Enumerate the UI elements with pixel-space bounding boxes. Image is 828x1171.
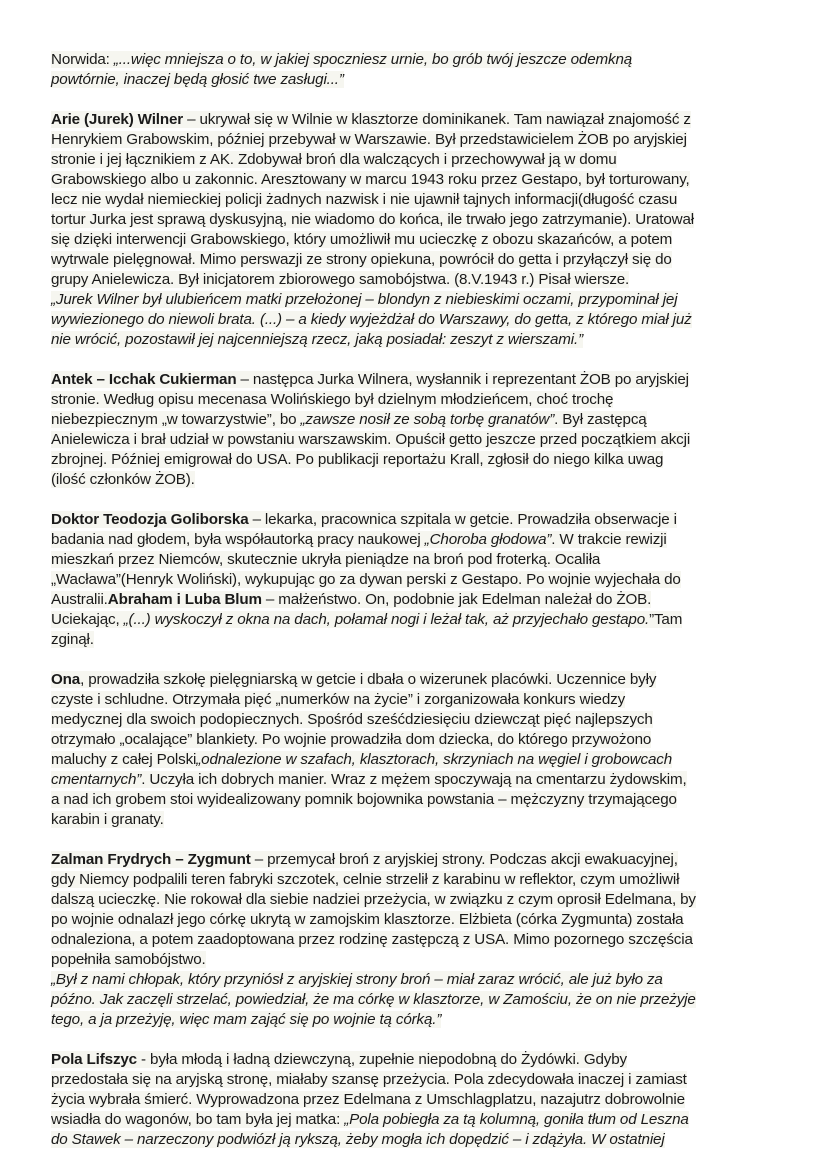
body-text: stronie. Według opisu mecenasa Wolińskiego był dzielnym młodzieńcem, choć trochę bbox=[51, 391, 614, 408]
text-line bbox=[51, 730, 788, 750]
text-line bbox=[51, 970, 788, 990]
body-text: . Uczyła ich dobrych manier. Wraz z mężem spoczywają na cmentarzu żydowskim, bbox=[141, 771, 687, 788]
body-text: Anielewicza i brał udział w powstaniu warszawskim. Opuścił getto jeszcze przed początkiem akcji bbox=[51, 431, 691, 448]
body-text: dalszą ucieczkę. Nie rokował dla siebie nadziei przeżycia, w związku z czym oprosił Edelmana, by bbox=[51, 891, 696, 908]
text-line bbox=[51, 1090, 788, 1110]
text-line bbox=[51, 330, 788, 350]
line-highlight bbox=[51, 411, 647, 428]
body-text: Australii. bbox=[51, 591, 108, 608]
body-text: gdy Niemcy podpalili teren fabryki szczotek, celnie strzelił z karabinu w reflektor, czym umożliwił bbox=[51, 871, 680, 888]
line-highlight bbox=[51, 811, 164, 828]
body-text: czyste i schludne. Otrzymała pięć „numerków na życie” i zorganizowała konkurs wiedzy bbox=[51, 691, 626, 708]
line-highlight bbox=[51, 711, 653, 728]
line-highlight bbox=[51, 971, 663, 988]
person-name: Doktor Teodozja Goliborska bbox=[51, 511, 249, 528]
body-text: zginął. bbox=[51, 631, 94, 648]
text-line bbox=[51, 310, 788, 330]
body-text: przedostała się na aryjską stronę, miałaby szansę przeżycia. Pola zdecydowała inaczej i zamiast bbox=[51, 1071, 687, 1088]
quote-text: „odnalezione w szafach, klasztorach, skrzyniach na węgiel i grobowcach bbox=[196, 751, 673, 768]
body-text: badania nad głodem, była współautorką pracy naukowej bbox=[51, 531, 425, 548]
line-highlight bbox=[51, 171, 690, 188]
quote-text: „zawsze nosił ze sobą torbę granatów” bbox=[300, 411, 555, 428]
text-line bbox=[51, 890, 788, 910]
body-text: stronie i jej łącznikiem z AK. Zdobywał broń dla walczących i przechowywał ją w domu bbox=[51, 151, 617, 168]
body-text: zbrojnej. Później emigrował do USA. Po publikacji reportażu Krall, zgłosił do niego kilka uwag bbox=[51, 451, 664, 468]
text-line bbox=[51, 710, 788, 730]
line-highlight bbox=[51, 1011, 441, 1028]
paragraph-goliborska-blum bbox=[51, 510, 788, 650]
body-text: Uciekając, bbox=[51, 611, 124, 628]
line-highlight bbox=[51, 1111, 689, 1128]
line-highlight bbox=[51, 51, 632, 68]
body-text: - była młodą i ładną dziewczyną, zupełnie niepodobną do Żydówki. Gdyby bbox=[136, 1051, 627, 1068]
text-line bbox=[51, 250, 788, 270]
text-line bbox=[51, 810, 788, 830]
body-text: ”Tam bbox=[649, 611, 683, 628]
line-highlight bbox=[51, 331, 583, 348]
text-line bbox=[51, 870, 788, 890]
text-line bbox=[51, 990, 788, 1010]
line-highlight bbox=[51, 911, 683, 928]
body-text: , prowadziła szkołę pielęgniarską w getcie i dbała o wizerunek placówki. Uczennice były bbox=[80, 671, 657, 688]
text-line bbox=[51, 1070, 788, 1090]
line-highlight bbox=[51, 931, 693, 948]
text-line bbox=[51, 530, 788, 550]
text-line bbox=[51, 1110, 788, 1130]
text-line bbox=[51, 290, 788, 310]
quote-text: „...więc mniejsza o to, w jakiej spoczniesz urnie, bo grób twój jeszcze odemkną bbox=[113, 51, 633, 68]
line-highlight bbox=[51, 151, 617, 168]
text-line bbox=[51, 510, 788, 530]
line-highlight bbox=[51, 571, 681, 588]
body-text: mieszkań przez Niemców, skutecznie ukryła pieniądze na broń pod froterką. Ocaliła bbox=[51, 551, 601, 568]
quote-text: cmentarnych” bbox=[51, 771, 142, 788]
line-highlight bbox=[51, 271, 629, 288]
person-name: Zalman Frydrych – Zygmunt bbox=[51, 851, 251, 868]
quote-text: późno. Jak zaczęli strzelać, powiedział, że ma córkę w klasztorze, w Zamościu, że on nie przeżyje bbox=[51, 991, 696, 1008]
line-highlight bbox=[51, 1051, 627, 1068]
person-name: Antek – Icchak Cukierman bbox=[51, 371, 237, 388]
body-text: (ilość członków ŻOB). bbox=[51, 471, 195, 488]
quote-text: nie wrócić, pozostawił jej najcenniejszą rzecz, jaką posiadał: zeszyt z wierszami.” bbox=[51, 331, 583, 348]
line-highlight bbox=[51, 631, 94, 648]
line-highlight bbox=[51, 771, 687, 788]
quote-text: „Choroba głodowa” bbox=[424, 531, 552, 548]
line-highlight bbox=[51, 511, 677, 528]
line-highlight bbox=[51, 691, 625, 708]
text-line bbox=[51, 1050, 788, 1070]
text-line bbox=[51, 430, 788, 450]
paragraph-arie-wilner bbox=[51, 110, 788, 350]
body-text: Grabowskiego albo u zakonnic. Aresztowany w marcu 1943 roku przez Gestapo, był torturowany, bbox=[51, 171, 690, 188]
paragraph-zalman-frydrych bbox=[51, 850, 788, 1030]
quote-text: wywiezionego do niewoli brata. (...) – a kiedy wyjeżdżał do Warszawy, do getta, z którego miał już bbox=[51, 311, 692, 328]
line-highlight bbox=[51, 671, 656, 688]
body-text: a nad ich grobem stoi wyidealizowany pomnik bojownika powstania – mężczyzny trzymającego bbox=[51, 791, 677, 808]
body-text: Norwida: bbox=[51, 51, 114, 68]
person-name: Abraham i Luba Blum bbox=[107, 591, 262, 608]
body-text: – następca Jurka Wilnera, wysłannik i reprezentant ŻOB po aryjskiej bbox=[236, 371, 689, 388]
text-line bbox=[51, 270, 788, 290]
paragraph-ona bbox=[51, 670, 788, 830]
line-highlight bbox=[51, 751, 672, 768]
text-line bbox=[51, 610, 788, 630]
body-text: grupy Anielewicza. Był inicjatorem zbiorowego samobójstwa. (8.V.1943 r.) Pisał wiersze. bbox=[51, 271, 630, 288]
line-highlight bbox=[51, 311, 692, 328]
line-highlight bbox=[51, 471, 195, 488]
body-text: – lekarka, pracownica szpitala w getcie. Prowadziła obserwacje i bbox=[248, 511, 677, 528]
line-highlight bbox=[51, 551, 600, 568]
line-highlight bbox=[51, 871, 679, 888]
text-line bbox=[51, 50, 788, 70]
text-line bbox=[51, 390, 788, 410]
quote-text: „Był z nami chłopak, który przyniósł z aryjskiej strony broń – miał zaraz wrócić, ale już było za bbox=[51, 971, 663, 988]
body-text: maluchy z całej Polski bbox=[51, 751, 197, 768]
text-line bbox=[51, 370, 788, 390]
quote-text: „Pola pobiegła za tą kolumną, goniła tłum od Leszna bbox=[344, 1111, 689, 1128]
quote-text: tego, a ja przeżyję, więc mam zająć się po wojnie tą córką.” bbox=[51, 1011, 442, 1028]
text-line bbox=[51, 70, 788, 90]
body-text: życia wybrała śmierć. Wyprowadzona przez Edelmana z Umschlagplatzu, nazajutrz dobrowolnie bbox=[51, 1091, 685, 1108]
text-line bbox=[51, 170, 788, 190]
body-text: popełniła samobójstwo. bbox=[51, 951, 206, 968]
line-highlight bbox=[51, 531, 667, 548]
line-highlight bbox=[51, 231, 672, 248]
line-highlight bbox=[51, 951, 206, 968]
text-line bbox=[51, 850, 788, 870]
body-text: . W trakcie rewizji bbox=[551, 531, 667, 548]
line-highlight bbox=[51, 791, 677, 808]
text-line bbox=[51, 550, 788, 570]
line-highlight bbox=[51, 211, 694, 228]
body-text: . Był zastępcą bbox=[554, 411, 647, 428]
body-text: medycznej dla swoich podopiecznych. Spośród sześćdziesięciu dziewcząt pięć najlepszych bbox=[51, 711, 653, 728]
text-line bbox=[51, 110, 788, 130]
body-text: karabin i granaty. bbox=[51, 811, 164, 828]
text-line bbox=[51, 930, 788, 950]
text-line bbox=[51, 1130, 788, 1150]
line-highlight bbox=[51, 291, 677, 308]
body-text: po wojnie odnalazł jego córkę ukrytą w zamojskim klasztorze. Elżbieta (córka Zygmunta) została bbox=[51, 911, 684, 928]
text-line bbox=[51, 670, 788, 690]
body-text: – ukrywał się w Wilnie w klasztorze dominikanek. Tam nawiązał znajomość z bbox=[183, 111, 691, 128]
line-highlight bbox=[51, 131, 687, 148]
text-line bbox=[51, 690, 788, 710]
person-name: Ona bbox=[51, 671, 81, 688]
paragraph-pola-lifszyc bbox=[51, 1050, 788, 1150]
text-line bbox=[51, 210, 788, 230]
line-highlight bbox=[51, 391, 613, 408]
quote-text: do Stawek – narzeczony podwiózł ją rykszą, żeby mogła ich dopędzić – i zdążyła. W ostatniej bbox=[51, 1131, 665, 1148]
text-line bbox=[51, 450, 788, 470]
line-highlight bbox=[51, 611, 682, 628]
text-line bbox=[51, 910, 788, 930]
quote-text: „(...) wyskoczył z okna na dach, połamał nogi i leżał tak, aż przyjechało gestapo. bbox=[123, 611, 650, 628]
line-highlight bbox=[51, 891, 696, 908]
body-text: odnaleziona, a potem zaadoptowana przez rodzinę zastępczą z USA. Mimo pozornego szczęścia bbox=[51, 931, 693, 948]
text-line bbox=[51, 630, 788, 650]
body-text: wytrwale pielęgnował. Mimo perswazji ze strony opiekuna, powrócił do getta i przyłączył się do bbox=[51, 251, 672, 268]
line-highlight bbox=[51, 1131, 665, 1148]
text-line bbox=[51, 130, 788, 150]
line-highlight bbox=[51, 1071, 687, 1088]
paragraph-norwid-quote bbox=[51, 50, 788, 90]
person-name: Pola Lifszyc bbox=[51, 1051, 137, 1068]
body-text: wsiadła do wagonów, bo tam była jej matka: bbox=[51, 1111, 345, 1128]
body-text: „Wacława”(Henryk Woliński), wykupując go za dywan perski z Gestapo. Po wojnie wyjechała do bbox=[51, 571, 681, 588]
line-highlight bbox=[51, 371, 689, 388]
body-text: – przemycał broń z aryjskiej strony. Podczas akcji ewakuacyjnej, bbox=[250, 851, 678, 868]
text-line bbox=[51, 1010, 788, 1030]
line-highlight bbox=[51, 251, 672, 268]
body-text: Henrykiem Grabowskim, później przebywał w Warszawie. Był przedstawicielem ŻOB po aryjskiej bbox=[51, 131, 687, 148]
body-text: tortur Jurka jest sprawą dyskusyjną, nie wiadomo do końca, ile trwało jego zatrzymanie). Uratował bbox=[51, 211, 695, 228]
line-highlight bbox=[51, 431, 690, 448]
body-text: niebezpiecznym „w towarzystwie”, bo bbox=[51, 411, 301, 428]
quote-text: „Jurek Wilner był ulubieńcem matki przełożonej – blondyn z niebieskimi oczami, przypominał jej bbox=[51, 291, 678, 308]
body-text: – małżeństwo. On, podobnie jak Edelman należał do ŻOB. bbox=[261, 591, 652, 608]
line-highlight bbox=[51, 191, 677, 208]
text-line bbox=[51, 190, 788, 210]
text-line bbox=[51, 950, 788, 970]
line-highlight bbox=[51, 451, 663, 468]
line-highlight bbox=[51, 991, 696, 1008]
text-line bbox=[51, 770, 788, 790]
quote-text: powtórnie, inaczej będą głosić twe zasługi...” bbox=[51, 71, 344, 88]
line-highlight bbox=[51, 111, 691, 128]
text-line bbox=[51, 230, 788, 250]
body-text: się dzięki interwencji Grabowskiego, który umożliwił mu ucieczkę z obozu skazańców, a potem bbox=[51, 231, 673, 248]
text-line bbox=[51, 410, 788, 430]
text-line bbox=[51, 470, 788, 490]
line-highlight bbox=[51, 851, 678, 868]
line-highlight bbox=[51, 71, 344, 88]
text-line bbox=[51, 590, 788, 610]
paragraph-antek-cukierman bbox=[51, 370, 788, 490]
line-highlight bbox=[51, 591, 651, 608]
line-highlight bbox=[51, 1091, 685, 1108]
text-line bbox=[51, 750, 788, 770]
text-line bbox=[51, 150, 788, 170]
text-line bbox=[51, 790, 788, 810]
text-line bbox=[51, 570, 788, 590]
body-text: otrzymało „ocalające” blankiety. Po wojnie prowadziła dom dziecka, do którego przywożono bbox=[51, 731, 652, 748]
body-text: lecz nie wydał niemieckiej policji żadnych nazwisk i nie ujawnił tajnych informacji(długość czasu bbox=[51, 191, 678, 208]
line-highlight bbox=[51, 731, 651, 748]
person-name: Arie (Jurek) Wilner bbox=[51, 111, 184, 128]
